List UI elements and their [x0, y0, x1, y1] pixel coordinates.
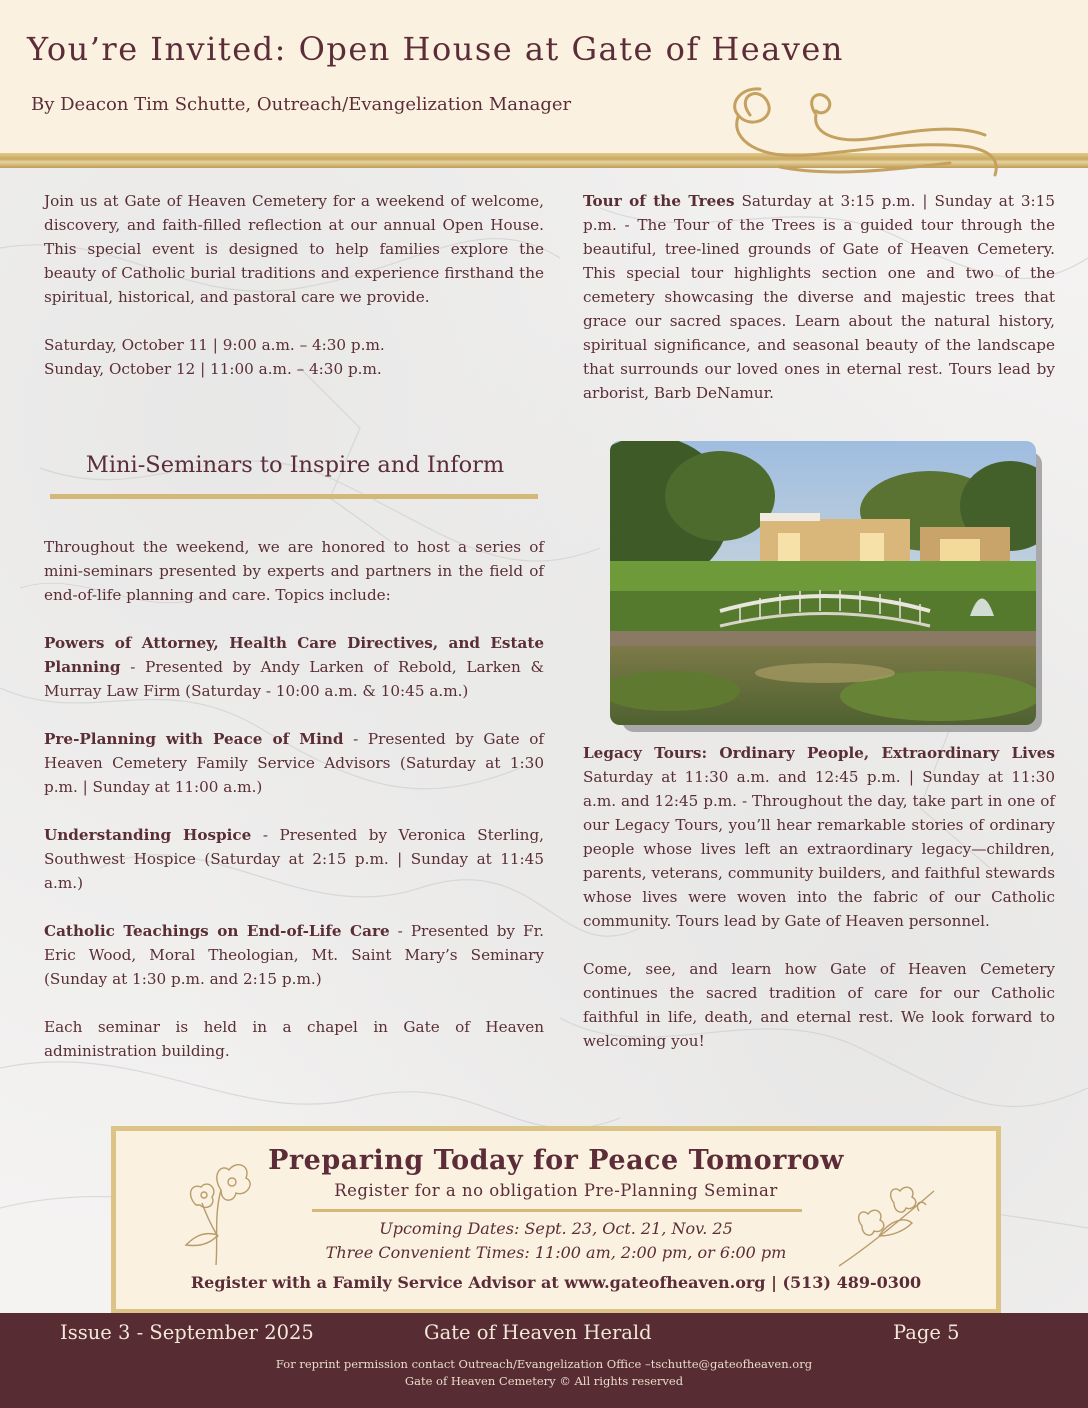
intro-paragraph: Join us at Gate of Heaven Cemetery for a weekend of welcome, discovery, and faith-filled reflection at our annual Open House. This special event is designed to help families explore the beauty of Catholic burial traditions and experience firsthand the spiritual, historical, and pastoral care we provide. [44, 192, 544, 306]
seminar-topic [44, 631, 544, 703]
promo-dates: Upcoming Dates: Sept. 23, Oct. 21, Nov. 25 [379, 1219, 733, 1238]
promo-register-line: Register with a Family Service Advisor at www.gateofheaven.org | (513) 489-0300 [190, 1273, 922, 1292]
promo-times: Three Convenient Times: 11:00 am, 2:00 pm, or 6:00 pm [325, 1243, 787, 1262]
seminar-topic-body: - Presented by Gate of Heaven Cemetery Family Service Advisors (Saturday at 1:30 p.m. | Sunday at 11:00 a.m.) [44, 730, 544, 796]
page-footer [0, 1313, 1088, 1408]
seminar-heading: Mini-Seminars to Inspire and Inform [85, 452, 505, 478]
seminar-topic [44, 919, 544, 991]
seminar-heading-rule [50, 494, 538, 499]
tour-of-trees-title: Tour of the Trees [583, 192, 735, 210]
seminar-topic-title: Powers of Attorney, Health Care Directives, and Estate Planning [44, 634, 544, 676]
seminar-topic-title: Catholic Teachings on End-of-Life Care [44, 922, 390, 940]
event-date-sunday: Sunday, October 12 | 11:00 a.m. – 4:30 p.m. [44, 360, 382, 378]
seminar-topic [44, 727, 544, 799]
footer-publication: Gate of Heaven Herald [424, 1321, 652, 1344]
seminar-topic [44, 823, 544, 895]
footer-issue: Issue 3 - September 2025 [60, 1321, 314, 1344]
cemetery-photo [610, 441, 1036, 725]
closing-paragraph: Come, see, and learn how Gate of Heaven Cemetery continues the sacred tradition of care for our Catholic faithful in life, death, and eternal rest. We look forward to welcoming you! [583, 960, 1055, 1050]
promo-subtitle: Register for a no obligation Pre-Planning Seminar [334, 1181, 778, 1200]
seminar-topic-body: - Presented by Fr. Eric Wood, Moral Theologian, Mt. Saint Mary’s Seminary (Sunday at 1:30 p.m. and 2:15 p.m.) [44, 922, 544, 988]
footer-copyright: Gate of Heaven Cemetery © All rights reserved [404, 1374, 684, 1388]
legacy-tours-body: Saturday at 11:30 a.m. and 12:45 p.m. | Sunday at 11:30 a.m. and 12:45 p.m. - Throughout the day, take part in one of our Legacy Tours, you’ll hear remarkable stories of ordinary people whose lives left an extraordinary legacy—children, parents, veterans, community builders, and faithful stewards whose lives were woven into the fabric of our Catholic community. Tours lead by Gate of Heaven personnel. [583, 768, 1055, 930]
right-column-bottom [583, 741, 1055, 1053]
gold-flourish-ornament [720, 85, 1005, 185]
footer-page-number: Page 5 [893, 1321, 960, 1344]
tour-of-trees-body: Saturday at 3:15 p.m. | Sunday at 3:15 p.m. - The Tour of the Trees is a guided tour through the beautiful, tree-lined grounds of Gate of Heaven Cemetery. This special tour highlights section one and two of the cemetery showcasing the diverse and majestic trees that grace our sacred spaces. Learn about the natural history, spiritual significance, and seasonal beauty of the landscape that surrounds our loved ones in eternal rest. Tours lead by arborist, Barb DeNamur. [583, 192, 1055, 402]
seminar-closing: Each seminar is held in a chapel in Gate of Heaven administration building. [44, 1018, 544, 1060]
promo-rule [312, 1209, 802, 1212]
left-column [44, 189, 544, 381]
seminar-topic-body: - Presented by Veronica Sterling, Southwest Hospice (Saturday at 2:15 p.m. | Sunday at 11:45 a.m.) [44, 826, 544, 892]
page-title: You’re Invited: Open House at Gate of Heaven [27, 30, 844, 68]
seminar-topic-body: - Presented by Andy Larken of Rebold, Larken & Murray Law Firm (Saturday - 10:00 a.m. & 10:45 a.m.) [44, 658, 544, 700]
seminar-intro: Throughout the weekend, we are honored to host a series of mini-seminars presented by experts and partners in the field of end-of-life planning and care. Topics include: [44, 538, 544, 604]
tour-of-trees-paragraph [583, 189, 1055, 405]
seminar-list [44, 535, 544, 1063]
blossom-branch-icon [834, 1181, 944, 1276]
right-column-top [583, 189, 1055, 405]
pre-planning-promo-box [111, 1126, 1001, 1314]
legacy-tours-title: Legacy Tours: Ordinary People, Extraordinary Lives [583, 744, 1055, 762]
seminar-topic-title: Understanding Hospice [44, 826, 252, 844]
legacy-tours-paragraph [583, 741, 1055, 933]
byline: By Deacon Tim Schutte, Outreach/Evangelization Manager [31, 94, 572, 115]
event-date-saturday: Saturday, October 11 | 9:00 a.m. – 4:30 p.m. [44, 336, 385, 354]
seminar-topic-title: Pre-Planning with Peace of Mind [44, 730, 344, 748]
promo-title: Preparing Today for Peace Tomorrow [268, 1145, 844, 1176]
footer-reprint-notice: For reprint permission contact Outreach/Evangelization Office –tschutte@gateofheaven.org [275, 1357, 813, 1371]
